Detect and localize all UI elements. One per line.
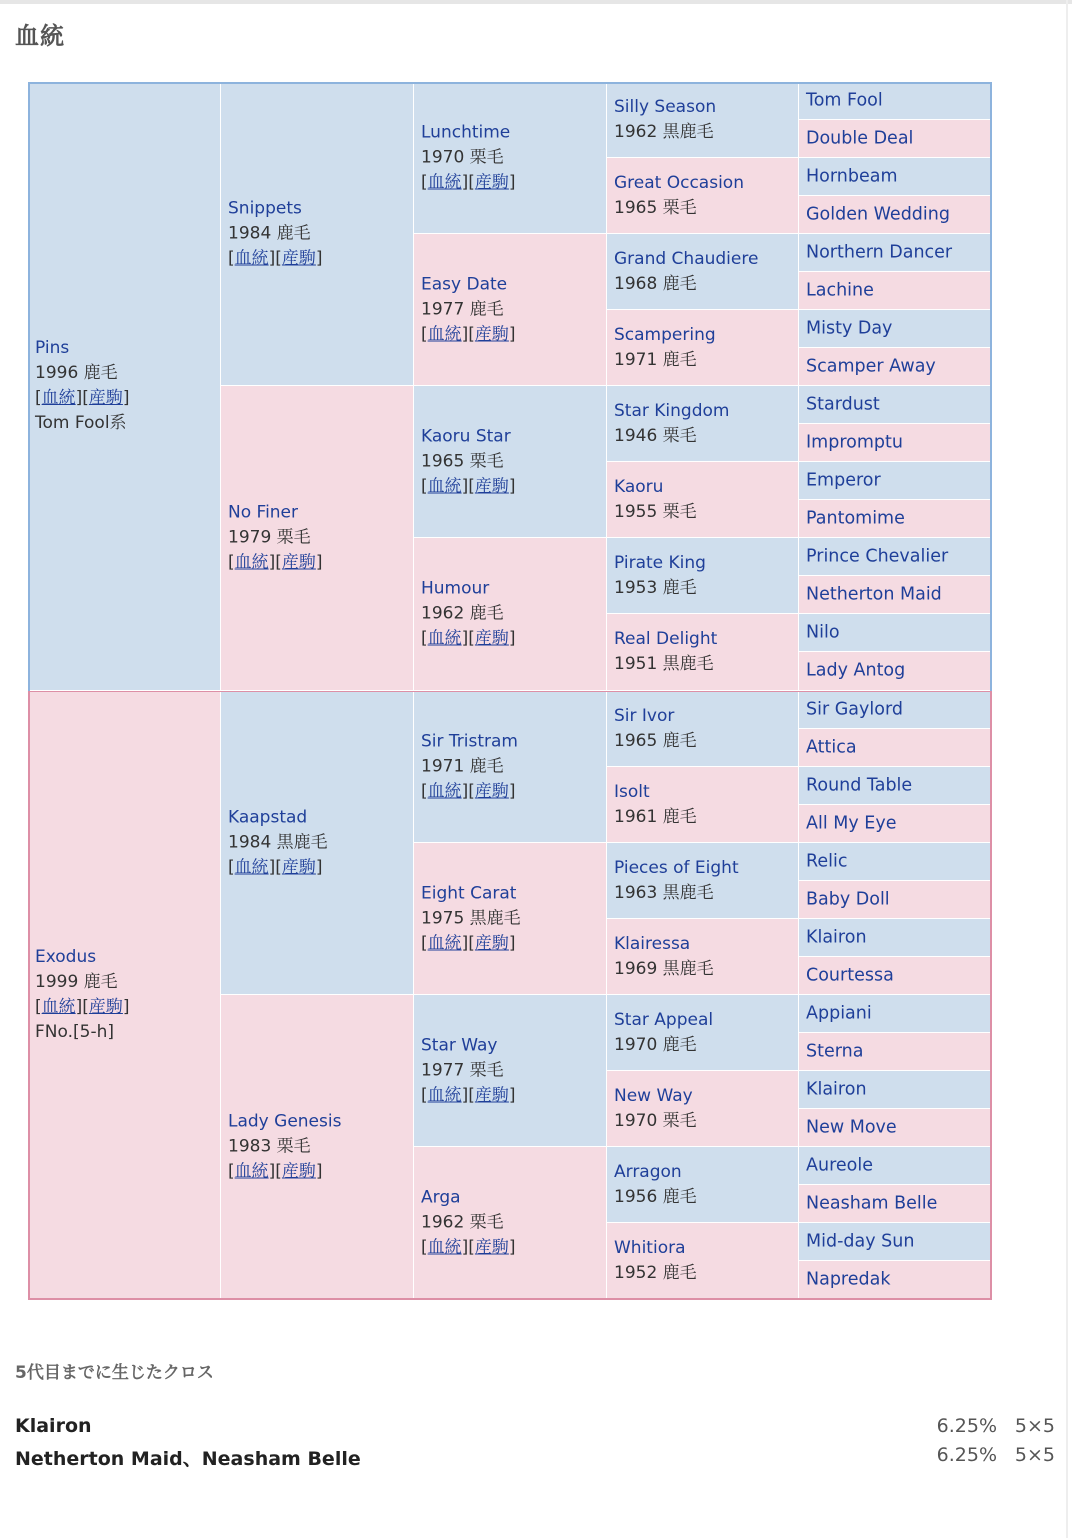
ancestor-info (799, 316, 991, 341)
horse-name-link[interactable]: Eight Carat (421, 883, 517, 903)
birth-year-color: 1961 鹿毛 (614, 806, 697, 827)
right-divider (1066, 0, 1068, 1538)
horse-name-link[interactable]: Scamper Away (806, 356, 936, 376)
ancestor-info (799, 811, 991, 836)
birth-year-color: 1970 栗毛 (614, 1110, 697, 1131)
pedigree-link[interactable]: 血統 (427, 781, 462, 801)
birth-year-color: 1996 鹿毛 (35, 363, 118, 383)
horse-name-link[interactable]: Hornbeam (806, 166, 898, 186)
ancestor-gen3-cell (414, 843, 607, 995)
ancestor-gen5-cell (799, 538, 992, 576)
ancestor-info (607, 704, 798, 754)
ancestor-gen4-cell (607, 1223, 799, 1299)
pedigree-links: [血統][産駒] (421, 172, 516, 192)
ancestor-gen5-cell (799, 1261, 992, 1299)
ancestor-info (799, 240, 991, 265)
offspring-link[interactable]: 産駒 (474, 172, 509, 192)
pedigree-links: [血統][産駒] (228, 248, 323, 268)
ancestor-info (799, 1191, 991, 1216)
ancestor-gen5-cell (799, 158, 992, 196)
ancestor-gen4-cell (607, 386, 799, 462)
horse-name-link[interactable]: Real Delight (614, 629, 718, 649)
ancestor-gen5-cell (799, 1033, 992, 1071)
birth-year-color: 1962 栗毛 (421, 1212, 504, 1232)
ancestor-gen5-cell (799, 310, 992, 348)
pedigree-links: [血統][産駒] (421, 1237, 516, 1257)
horse-name-link[interactable]: Napredak (806, 1269, 891, 1289)
ancestor-gen5-cell (799, 805, 992, 843)
ancestor-info (799, 925, 991, 950)
horse-name-link[interactable]: Pantomime (806, 508, 905, 528)
ancestor-info (607, 399, 798, 449)
pedigree-link[interactable]: 血統 (427, 933, 462, 953)
offspring-link[interactable]: 産駒 (474, 1085, 509, 1105)
ancestor-info (799, 506, 991, 531)
horse-name-link[interactable]: New Way (614, 1085, 693, 1106)
birth-year-color: 1968 鹿毛 (614, 273, 697, 294)
ancestor-gen5-cell (799, 957, 992, 995)
ancestor-gen4-cell (607, 82, 799, 158)
horse-name-link[interactable]: Sir Tristram (421, 731, 518, 751)
ancestor-gen1-cell (28, 691, 221, 1299)
horse-name-link[interactable]: Arga (421, 1187, 461, 1207)
horse-name-link[interactable]: Mid-day Sun (806, 1231, 915, 1251)
ancestor-gen5-cell (799, 1147, 992, 1185)
offspring-link[interactable]: 産駒 (281, 248, 316, 268)
pedigree-link[interactable]: 血統 (234, 248, 269, 268)
ancestor-info (799, 620, 991, 645)
offspring-link[interactable]: 産駒 (281, 1161, 316, 1181)
horse-name-link[interactable]: Klairon (806, 1079, 867, 1099)
ancestor-gen4-cell (607, 538, 799, 614)
ancestor-gen2-cell (221, 386, 414, 691)
ancestor-gen5-cell (799, 120, 992, 158)
ancestor-gen5-cell (799, 691, 992, 729)
horse-name-link[interactable]: Appiani (806, 1003, 872, 1023)
ancestor-info (414, 881, 606, 956)
ancestor-info (221, 1109, 413, 1184)
horse-name-link[interactable]: Golden Wedding (806, 204, 950, 224)
horse-name-link[interactable]: Lunchtime (421, 122, 511, 142)
horse-name-link[interactable]: Kaapstad (228, 807, 308, 827)
horse-name-link[interactable]: Attica (806, 737, 857, 757)
ancestor-info (799, 735, 991, 760)
horse-name-link[interactable]: Lachine (806, 280, 874, 300)
ancestor-gen5-cell (799, 1071, 992, 1109)
ancestor-gen5-cell (799, 1185, 992, 1223)
cross-percent: 6.25% (936, 1415, 997, 1437)
ancestor-info (799, 164, 991, 189)
horse-name-link[interactable]: Star Appeal (614, 1009, 714, 1030)
ancestor-gen5-cell (799, 386, 992, 424)
ancestor-info (607, 1008, 798, 1058)
cross-horse-name[interactable]: Klairon (15, 1415, 92, 1437)
ancestor-gen3-cell (414, 538, 607, 691)
ancestor-info (607, 1236, 798, 1286)
offspring-link[interactable]: 産駒 (281, 857, 316, 877)
ancestor-info (607, 1160, 798, 1210)
ancestor-info (799, 1153, 991, 1178)
horse-name-link[interactable]: Star Way (421, 1035, 498, 1055)
ancestor-gen3-cell (414, 82, 607, 234)
horse-name-link[interactable]: Sir Gaylord (806, 699, 903, 719)
ancestor-info (221, 501, 413, 576)
offspring-link[interactable]: 産駒 (474, 1237, 509, 1257)
ancestor-gen3-cell (414, 386, 607, 538)
horse-name-link[interactable]: Star Kingdom (614, 400, 730, 421)
section-title: 血統 (15, 22, 65, 50)
ancestor-info (414, 1185, 606, 1260)
birth-year-color: 1977 栗毛 (421, 1060, 504, 1080)
pedigree-links: [血統][産駒] (421, 324, 516, 344)
ancestor-gen5-cell (799, 234, 992, 272)
horse-name-link[interactable]: Courtessa (806, 965, 894, 985)
horse-name-link[interactable]: Relic (806, 851, 848, 871)
ancestor-info (414, 577, 606, 652)
cross-row (15, 1444, 1055, 1472)
pedigree-links: [血統][産駒] (421, 781, 516, 801)
ancestor-gen4-cell (607, 1147, 799, 1223)
birth-year-color: 1970 栗毛 (421, 147, 504, 167)
ancestor-info (607, 95, 798, 145)
ancestor-info (799, 697, 991, 722)
horse-name-link[interactable]: New Move (806, 1117, 897, 1137)
ancestor-gen5-cell (799, 462, 992, 500)
horse-name-link[interactable]: Sir Ivor (614, 705, 675, 726)
ancestor-gen5-cell (799, 82, 992, 120)
ancestor-info (799, 468, 991, 493)
ancestor-gen5-cell (799, 919, 992, 957)
pedigree-links: [血統][産駒] (228, 857, 323, 877)
horse-name-link[interactable]: Netherton Maid (806, 584, 942, 604)
ancestor-gen3-cell (414, 995, 607, 1147)
cross-horse-name[interactable]: Netherton Maid、Neasham Belle (15, 1448, 361, 1470)
birth-year-color: 1962 黒鹿毛 (614, 121, 714, 142)
horse-name-link[interactable]: Aureole (806, 1155, 873, 1175)
horse-name-link[interactable]: Pirate King (614, 552, 706, 573)
cross-row (15, 1415, 1055, 1443)
ancestor-info (607, 551, 798, 601)
pedigree-link[interactable]: 血統 (427, 628, 462, 649)
horse-name-link[interactable]: Neasham Belle (806, 1193, 938, 1213)
ancestor-info (221, 196, 413, 271)
ancestor-gen5-cell (799, 500, 992, 538)
ancestor-gen5-cell (799, 652, 992, 691)
offspring-link[interactable]: 産駒 (474, 324, 509, 344)
ancestor-info (799, 849, 991, 874)
ancestor-gen1-cell (28, 82, 221, 691)
ancestor-gen5-cell (799, 729, 992, 767)
horse-name-link[interactable]: Double Deal (806, 128, 914, 148)
pedigree-link[interactable]: 血統 (234, 552, 269, 573)
horse-name-link[interactable]: Kaoru Star (421, 426, 511, 446)
ancestor-gen4-cell (607, 310, 799, 386)
cross-generation: 5×5 (1014, 1415, 1055, 1437)
ancestor-info (799, 544, 991, 569)
ancestor-info (607, 475, 798, 525)
ancestor-gen5-cell (799, 614, 992, 652)
ancestor-gen3-cell (414, 1147, 607, 1299)
ancestor-info (607, 1084, 798, 1134)
cross-generation: 5×5 (1014, 1444, 1055, 1466)
horse-name-link[interactable]: Baby Doll (806, 889, 890, 909)
horse-name-link[interactable]: All My Eye (806, 813, 897, 833)
pedigree-links: [血統][産駒] (421, 476, 516, 496)
horse-name-link[interactable]: Klairon (806, 927, 867, 947)
ancestor-gen5-cell (799, 995, 992, 1033)
ancestor-gen5-cell (799, 576, 992, 614)
ancestor-info (799, 88, 991, 113)
horse-name-link[interactable]: Prince Chevalier (806, 546, 949, 566)
ancestor-gen5-cell (799, 843, 992, 881)
ancestor-info (414, 729, 606, 804)
horse-name-link[interactable]: Snippets (228, 198, 302, 218)
pedigree-link[interactable]: 血統 (427, 476, 462, 496)
pedigree-link[interactable]: 血統 (427, 172, 462, 192)
ancestor-gen4-cell (607, 767, 799, 843)
ancestor-gen2-cell (221, 995, 414, 1299)
sire-line: Tom Fool系 (35, 413, 127, 433)
birth-year-color: 1983 栗毛 (228, 1136, 311, 1156)
ancestor-gen5-cell (799, 424, 992, 462)
ancestor-info (799, 354, 991, 379)
birth-year-color: 1971 鹿毛 (421, 756, 504, 776)
horse-name-link[interactable]: Round Table (806, 775, 913, 795)
horse-name-link[interactable]: Grand Chaudiere (614, 248, 759, 269)
horse-name-link[interactable]: Lady Genesis (228, 1111, 342, 1131)
ancestor-info (414, 1033, 606, 1108)
ancestor-info (607, 171, 798, 221)
ancestor-gen3-cell (414, 691, 607, 843)
pedigree-links: [血統][産駒] (35, 388, 130, 408)
crosses-title: 5代目までに生じたクロス (15, 1363, 214, 1383)
ancestor-info (799, 392, 991, 417)
ancestor-info (799, 1001, 991, 1026)
ancestor-info (799, 1229, 991, 1254)
ancestor-gen2-cell (221, 691, 414, 995)
birth-year-color: 1969 黒鹿毛 (614, 958, 714, 979)
ancestor-gen4-cell (607, 234, 799, 310)
birth-year-color: 1999 鹿毛 (35, 971, 118, 992)
pedigree-link[interactable]: 血統 (427, 324, 462, 344)
horse-name-link[interactable]: Impromptu (806, 432, 903, 452)
birth-year-color: 1970 鹿毛 (614, 1034, 697, 1055)
offspring-link[interactable]: 産駒 (88, 996, 123, 1017)
birth-year-color: 1955 栗毛 (614, 501, 697, 522)
ancestor-gen3-cell (414, 234, 607, 386)
birth-year-color: 1953 鹿毛 (614, 577, 697, 598)
pedigree-link[interactable]: 血統 (427, 1237, 462, 1257)
horse-name-link[interactable]: Kaoru (614, 476, 664, 497)
pedigree-links: [血統][産駒] (35, 996, 130, 1017)
birth-year-color: 1962 鹿毛 (421, 603, 504, 624)
pedigree-link[interactable]: 血統 (427, 1085, 462, 1105)
ancestor-info (799, 773, 991, 798)
offspring-link[interactable]: 産駒 (474, 628, 509, 649)
offspring-link[interactable]: 産駒 (88, 388, 123, 408)
ancestor-info (607, 856, 798, 906)
horse-name-link[interactable]: Northern Dancer (806, 242, 953, 262)
ancestor-info (799, 1077, 991, 1102)
ancestor-info (414, 424, 606, 499)
ancestor-info (799, 126, 991, 151)
ancestor-gen5-cell (799, 348, 992, 386)
ancestor-info (28, 336, 220, 436)
offspring-link[interactable]: 産駒 (474, 781, 509, 801)
ancestor-info (414, 272, 606, 347)
pedigree-link[interactable]: 血統 (234, 1161, 269, 1181)
pedigree-links: [血統][産駒] (228, 1161, 323, 1181)
birth-year-color: 1965 栗毛 (421, 451, 504, 471)
ancestor-info (799, 963, 991, 988)
horse-name-link[interactable]: Great Occasion (614, 172, 744, 193)
pedigree-links: [血統][産駒] (421, 628, 516, 649)
ancestor-gen5-cell (799, 272, 992, 310)
horse-name-link[interactable]: Scampering (614, 324, 716, 345)
ancestor-info (607, 627, 798, 677)
horse-name-link[interactable]: Isolt (614, 781, 650, 802)
horse-name-link[interactable]: Whitiora (614, 1237, 686, 1258)
pedigree-link[interactable]: 血統 (234, 857, 269, 877)
birth-year-color: 1956 鹿毛 (614, 1186, 697, 1207)
birth-year-color: 1979 栗毛 (228, 527, 311, 548)
birth-year-color: 1965 鹿毛 (614, 730, 697, 751)
horse-name-link[interactable]: Silly Season (614, 96, 717, 117)
pedigree-links: [血統][産駒] (421, 933, 516, 953)
ancestor-info (799, 582, 991, 607)
horse-name-link[interactable]: Tom Fool (806, 90, 883, 110)
ancestor-info (799, 278, 991, 303)
horse-name-link[interactable]: Arragon (614, 1161, 682, 1182)
horse-name-link[interactable]: Misty Day (806, 318, 893, 338)
birth-year-color: 1984 鹿毛 (228, 223, 311, 243)
ancestor-gen4-cell (607, 691, 799, 767)
offspring-link[interactable]: 産駒 (474, 476, 509, 496)
ancestor-info (799, 659, 991, 684)
pedigree-links: [血統][産駒] (228, 552, 323, 573)
ancestor-gen4-cell (607, 462, 799, 538)
family-number: FNo.[5-h] (35, 1021, 114, 1042)
cross-percent: 6.25% (936, 1444, 997, 1466)
horse-name-link[interactable]: Sterna (806, 1041, 864, 1061)
pedigree-link[interactable]: 血統 (41, 996, 76, 1017)
ancestor-gen5-cell (799, 1223, 992, 1261)
top-divider (0, 0, 1072, 4)
ancestor-info (799, 1115, 991, 1140)
ancestor-gen4-cell (607, 1071, 799, 1147)
horse-name-link[interactable]: Emperor (806, 470, 881, 490)
horse-name-link[interactable]: Nilo (806, 622, 840, 642)
ancestor-gen5-cell (799, 881, 992, 919)
horse-name-link[interactable]: Lady Antog (806, 660, 906, 681)
birth-year-color: 1951 黒鹿毛 (614, 654, 714, 674)
offspring-link[interactable]: 産駒 (281, 552, 316, 573)
horse-name-link[interactable]: Humour (421, 578, 490, 599)
birth-year-color: 1984 黒鹿毛 (228, 832, 328, 852)
ancestor-info (221, 805, 413, 880)
ancestor-info (607, 780, 798, 830)
ancestor-info (28, 945, 220, 1045)
horse-name-link[interactable]: Easy Date (421, 274, 508, 294)
ancestor-gen4-cell (607, 919, 799, 995)
birth-year-color: 1952 鹿毛 (614, 1262, 697, 1283)
offspring-link[interactable]: 産駒 (474, 933, 509, 953)
ancestor-gen4-cell (607, 158, 799, 234)
ancestor-gen5-cell (799, 767, 992, 805)
ancestor-gen5-cell (799, 1109, 992, 1147)
birth-year-color: 1977 鹿毛 (421, 299, 504, 319)
ancestor-info (414, 120, 606, 195)
ancestor-gen4-cell (607, 995, 799, 1071)
pedigree-links: [血統][産駒] (421, 1085, 516, 1105)
birth-year-color: 1963 黒鹿毛 (614, 882, 714, 903)
ancestor-info (799, 202, 991, 227)
horse-name-link[interactable]: Pins (35, 338, 70, 358)
ancestor-gen2-cell (221, 82, 414, 386)
ancestor-info (607, 247, 798, 297)
horse-name-link[interactable]: Exodus (35, 946, 97, 967)
horse-name-link[interactable]: Klairessa (614, 933, 691, 954)
ancestor-gen5-cell (799, 196, 992, 234)
ancestor-info (799, 1267, 991, 1292)
ancestor-info (799, 887, 991, 912)
ancestor-info (607, 932, 798, 982)
horse-name-link[interactable]: Pieces of Eight (614, 857, 739, 878)
ancestor-info (607, 323, 798, 373)
horse-name-link[interactable]: No Finer (228, 502, 299, 523)
birth-year-color: 1971 鹿毛 (614, 349, 697, 370)
birth-year-color: 1975 黒鹿毛 (421, 908, 521, 928)
ancestor-info (799, 1039, 991, 1064)
ancestor-info (799, 430, 991, 455)
horse-name-link[interactable]: Stardust (806, 394, 880, 414)
pedigree-link[interactable]: 血統 (41, 388, 76, 408)
birth-year-color: 1946 栗毛 (614, 425, 697, 446)
birth-year-color: 1965 栗毛 (614, 197, 697, 218)
ancestor-gen4-cell (607, 843, 799, 919)
ancestor-gen4-cell (607, 614, 799, 691)
